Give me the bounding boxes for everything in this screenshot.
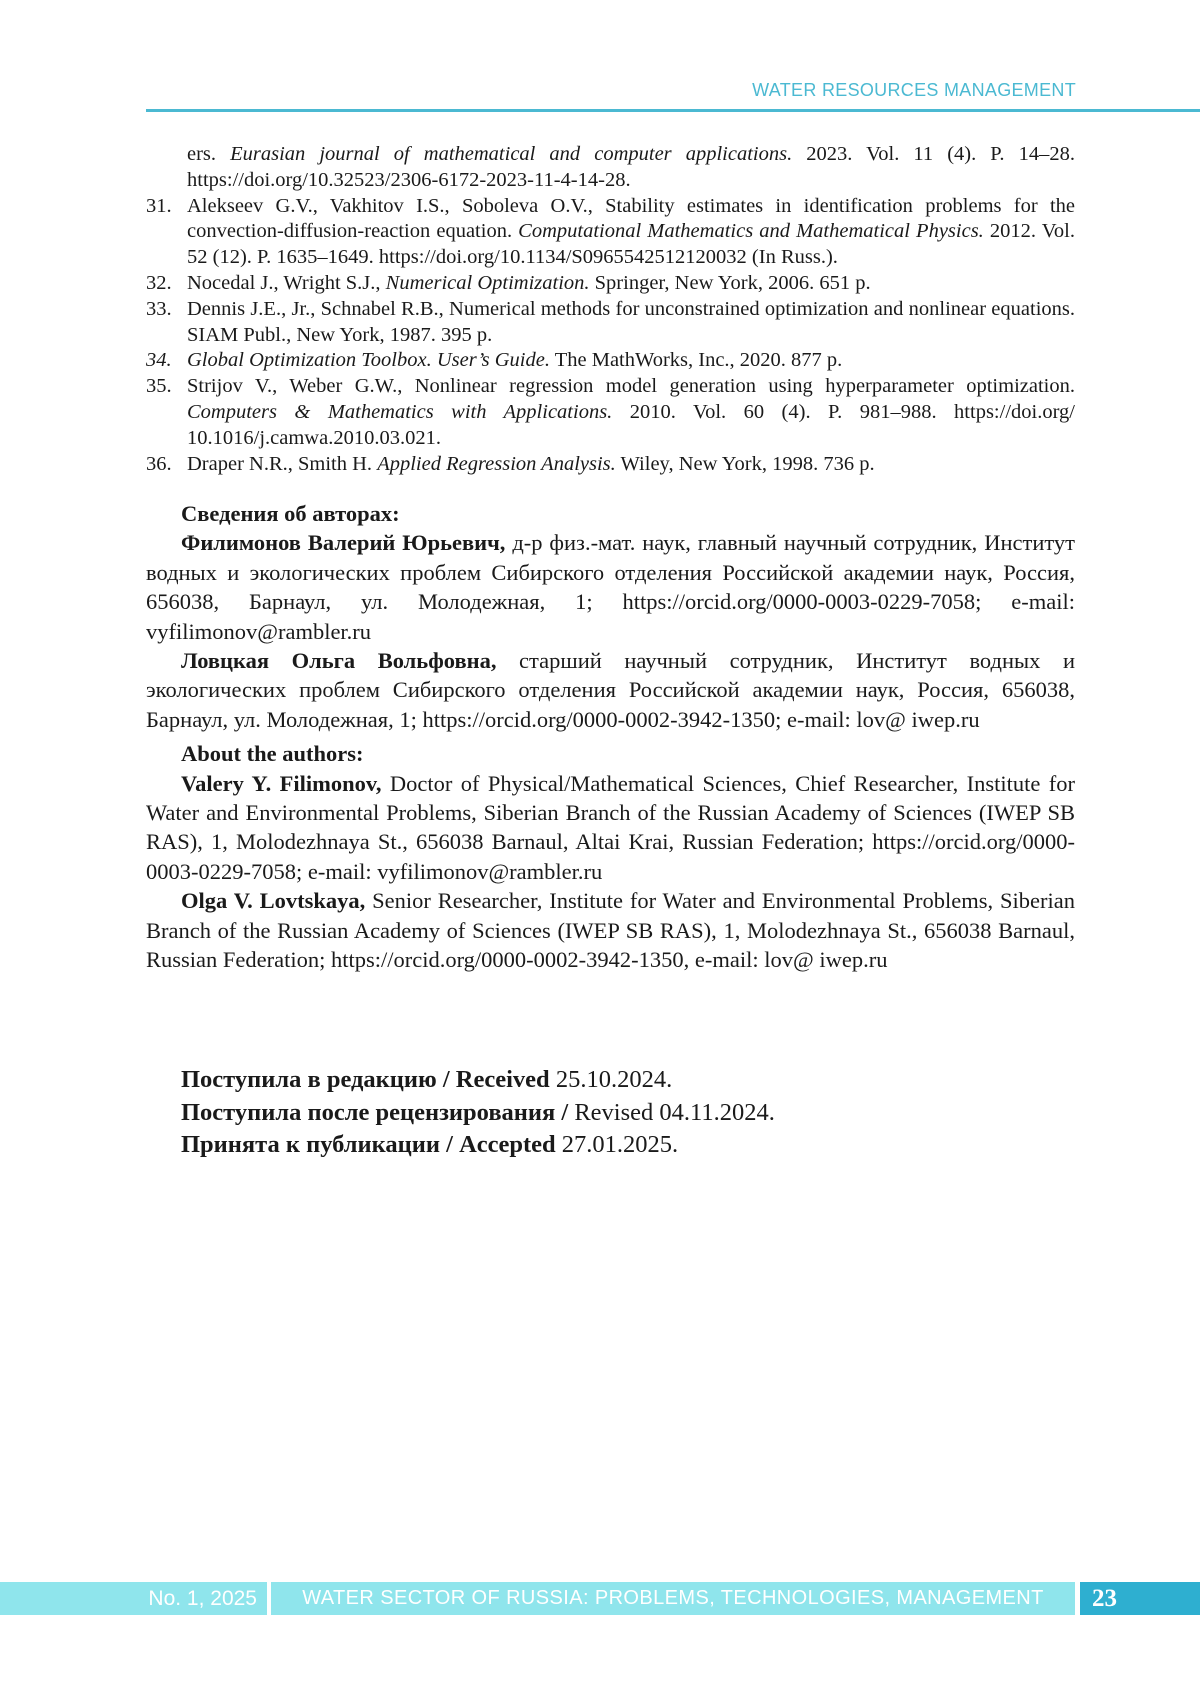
author-details: Senior Researcher, Institute for Water and Environmental Problems, Siberian Branch of the Russian Academy of Sciences (IWEP SB RAS), 1, Molodezhnaya St., 656038 Barnaul, Russian Federation; https://orcid.org/0000-0002-3942-1350, e-mail: lov@ iwep.ru bbox=[146, 888, 1075, 973]
revised-value: Revised 04.11.2024. bbox=[568, 1098, 775, 1126]
ref-journal: Computers & Mathematics with Applications. bbox=[187, 400, 613, 423]
ref-number: 36. bbox=[146, 452, 172, 475]
ref-journal: Applied Regression Analysis. bbox=[377, 452, 616, 475]
ref-post: The MathWorks, Inc., 2020. 877 p. bbox=[549, 349, 843, 372]
reference-list bbox=[146, 142, 1075, 477]
ref-post: Springer, New York, 2006. 651 p. bbox=[589, 271, 871, 294]
ref-number: 35. bbox=[146, 375, 172, 398]
ref-post: 2012. Vol. 52 (12). P. 1635–1649. https://doi.org/10.1134/S0965542512120032 (In Russ.). bbox=[187, 220, 1075, 269]
reference-item-31 bbox=[146, 194, 1075, 271]
reference-item-36 bbox=[146, 452, 1075, 478]
accepted-value: 27.01.2025. bbox=[555, 1131, 679, 1158]
author-details: старший научный сотрудник, Институт водных и экологических проблем Сибирского отделения Российской академии наук, Россия, 656038, Барнаул, ул. Молодежная, 1; https://orcid.org/0000-0002-3942-1350; e-mail: lov@ iwep.ru bbox=[146, 648, 1076, 732]
author-en-1 bbox=[146, 769, 1075, 887]
ref-pre: Strijov V., Weber G.W., Nonlinear regression model generation using hyperparameter optimization. bbox=[187, 375, 1075, 398]
ref-number: 31. bbox=[146, 194, 172, 217]
footer-journal-title: WATER SECTOR OF RUSSIA: PROBLEMS, TECHNOLOGIES, MANAGEMENT bbox=[302, 1587, 1044, 1609]
ref-journal: Global Optimization Toolbox. User’s Guide. bbox=[187, 349, 550, 372]
accepted-label: Принята к публикации / Accepted bbox=[181, 1131, 556, 1158]
header-rule bbox=[146, 109, 1200, 112]
author-name: Ловцкая Ольга Вольфовна, bbox=[181, 648, 497, 674]
revised-date bbox=[181, 1097, 775, 1130]
received-date bbox=[181, 1064, 775, 1097]
ref-pre: Nocedal J., Wright S.J., bbox=[187, 271, 386, 294]
author-ru-1 bbox=[146, 528, 1075, 646]
ref-pre: Draper N.R., Smith H. bbox=[187, 452, 378, 475]
revised-label: Поступила после рецензирования / bbox=[181, 1098, 569, 1126]
author-name: Olga V. Lovtskaya, bbox=[181, 888, 366, 914]
reference-item-33 bbox=[146, 297, 1075, 349]
author-name: Филимонов Валерий Юрьевич, bbox=[181, 530, 506, 556]
reference-continuation bbox=[146, 142, 1075, 194]
authors-ru-heading: Сведения об авторах: bbox=[181, 501, 400, 526]
authors-en-heading: About the authors: bbox=[181, 741, 364, 767]
running-header: WATER RESOURCES MANAGEMENT bbox=[752, 80, 1076, 100]
ref-post: 2010. Vol. 60 (4). P. 981–988. https://doi.org/ 10.1016/j.camwa.2010.03.021. bbox=[187, 400, 1075, 449]
reference-item-34 bbox=[146, 348, 1075, 374]
page-number: 23 bbox=[1080, 1582, 1200, 1615]
ref-journal: Eurasian journal of mathematical and computer applications. bbox=[230, 143, 793, 165]
publication-dates bbox=[181, 1064, 775, 1162]
author-name: Valery Y. Filimonov, bbox=[181, 770, 382, 796]
received-label: Поступила в редакцию / Received bbox=[181, 1066, 550, 1093]
ref-pre: Alekseev G.V., Vakhitov I.S., Soboleva O.V., Stability estimates in identification problems for the convection-diffusion-reaction equation. bbox=[187, 194, 1075, 243]
author-ru-2 bbox=[146, 646, 1075, 734]
author-en-2 bbox=[146, 886, 1075, 974]
received-value: 25.10.2024. bbox=[549, 1066, 673, 1093]
reference-item-35 bbox=[146, 374, 1075, 451]
authors-section bbox=[146, 499, 1075, 975]
ref-number: 33. bbox=[146, 297, 172, 320]
ref-post: Wiley, New York, 1998. 736 p. bbox=[615, 452, 875, 475]
footer-issue: No. 1, 2025 bbox=[0, 1582, 267, 1615]
author-details: д-р физ.-мат. наук, главный научный сотрудник, Институт водных и экологических проблем Сибирского отделения Российской академии наук, Россия, 656038, Барнаул, ул. Молодежная, 1; https://orcid.org/0000-0003-0229-7058; e-mail: vyfilimonov@rambler.ru bbox=[146, 530, 1075, 644]
ref-number: 32. bbox=[146, 271, 172, 294]
ref-pre: Dennis J.E., Jr., Schnabel R.B., Numerical methods for unconstrained optimization and nonlinear equations. SIAM Publ., New York, 1987. 395 p. bbox=[187, 297, 1075, 346]
accepted-date bbox=[181, 1129, 775, 1162]
ref-journal: Numerical Optimization. bbox=[385, 271, 590, 294]
ref-pre: ers. bbox=[187, 143, 231, 165]
ref-journal: Computational Mathematics and Mathematical Physics. bbox=[518, 220, 984, 243]
ref-number: 34. bbox=[146, 349, 172, 372]
reference-item-32 bbox=[146, 271, 1075, 297]
author-details: Doctor of Physical/Mathematical Sciences, Chief Researcher, Institute for Water and Environmental Problems, Siberian Branch of the Russian Academy of Sciences (IWEP SB RAS), 1, Molodezhnaya St., 656038 Barnaul, Altai Krai, Russian Federation; https://orcid.org/0000-0003-0229-7058; e-mail: vyfilimonov@rambler.ru bbox=[146, 770, 1075, 884]
ref-post: 2023. Vol. 11 (4). P. 14–28. https://doi.org/10.32523/2306-6172-2023-11-4-14-28. bbox=[187, 143, 1075, 191]
